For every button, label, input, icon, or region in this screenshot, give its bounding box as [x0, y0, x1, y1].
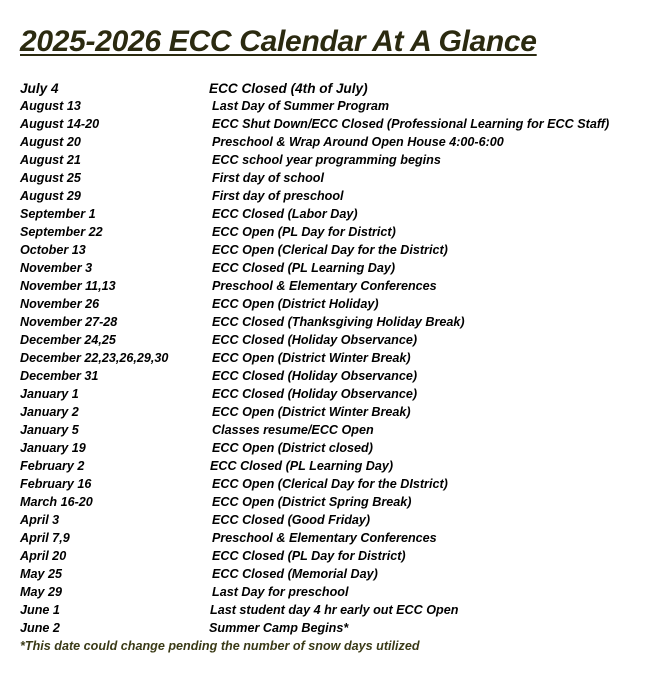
calendar-row: [20, 385, 645, 403]
calendar-row: [20, 349, 645, 367]
event-description: ECC Closed (4th of July): [209, 81, 368, 96]
page-title: 2025-2026 ECC Calendar At A Glance: [20, 25, 537, 58]
calendar-row: [20, 511, 645, 529]
calendar-row: [20, 169, 645, 187]
calendar-row: [20, 277, 645, 295]
calendar-row: [20, 421, 645, 439]
event-date: March 16-20: [20, 495, 93, 509]
event-date: January 1: [20, 387, 79, 401]
event-description: ECC Shut Down/ECC Closed (Professional Learning for ECC Staff): [212, 117, 610, 131]
calendar-row: [20, 331, 645, 349]
event-date: July 4: [20, 81, 59, 96]
event-date: August 29: [20, 189, 81, 203]
calendar-row: [20, 80, 645, 97]
calendar-row: [20, 547, 645, 565]
calendar-row: [20, 565, 645, 583]
event-description: ECC school year programming begins: [212, 153, 441, 167]
event-date: April 3: [20, 513, 60, 527]
event-description: Preschool & Elementary Conferences: [212, 279, 437, 293]
event-date: August 20: [20, 135, 81, 149]
event-description: Last student day 4 hr early out ECC Open: [210, 603, 459, 617]
event-description: ECC Closed (PL Learning Day): [212, 261, 396, 275]
event-description: ECC Open (District Spring Break): [212, 495, 412, 509]
event-date: January 2: [20, 405, 79, 419]
event-date: April 7,9: [20, 531, 70, 545]
event-description: ECC Open (Clerical Day for the DIstrict): [212, 477, 448, 491]
event-date: October 13: [20, 243, 86, 257]
event-description: ECC Closed (Holiday Observance): [212, 333, 418, 347]
event-description: ECC Closed (Thanksgiving Holiday Break): [212, 315, 465, 329]
calendar-row: [20, 313, 645, 331]
event-date: May 29: [20, 585, 63, 599]
event-date: November 26: [20, 297, 100, 311]
event-description: Last Day for preschool: [212, 585, 349, 599]
event-description: ECC Open (District closed): [212, 441, 373, 455]
event-description: First day of school: [212, 171, 324, 185]
event-date: April 20: [20, 549, 67, 563]
calendar-row: [20, 295, 645, 313]
event-description: ECC Closed (PL Day for District): [212, 549, 406, 563]
event-date: January 5: [20, 423, 79, 437]
calendar-row: [20, 97, 645, 115]
calendar-row: [20, 241, 645, 259]
event-date: February 16: [20, 477, 92, 491]
event-description: ECC Closed (Holiday Observance): [212, 387, 418, 401]
event-description: ECC Open (Clerical Day for the District): [212, 243, 448, 257]
event-description: ECC Open (District Holiday): [212, 297, 379, 311]
event-date: November 3: [20, 261, 93, 275]
event-description: Preschool & Wrap Around Open House 4:00-6:00: [212, 135, 504, 149]
event-description: ECC Closed (Good Friday): [212, 513, 371, 527]
event-date: December 24,25: [20, 333, 116, 347]
calendar-row: [20, 367, 645, 385]
calendar-row: [20, 457, 645, 475]
calendar-document: [20, 24, 645, 655]
event-description: Preschool & Elementary Conferences: [212, 531, 437, 545]
event-description: First day of preschool: [212, 189, 344, 203]
event-date: August 14-20: [20, 117, 100, 131]
event-description: Classes resume/ECC Open: [212, 423, 374, 437]
event-description: ECC Open (District Winter Break): [212, 405, 411, 419]
event-date: August 25: [20, 171, 81, 185]
calendar-row: [20, 439, 645, 457]
event-date: February 2: [20, 459, 85, 473]
calendar-row: [20, 493, 645, 511]
calendar-row: [20, 133, 645, 151]
calendar-row: [20, 187, 645, 205]
event-description: ECC Closed (Memorial Day): [212, 567, 378, 581]
calendar-row: [20, 205, 645, 223]
calendar-row: [20, 475, 645, 493]
event-date: November 11,13: [20, 279, 116, 293]
event-description: Last Day of Summer Program: [212, 99, 390, 113]
event-date: December 22,23,26,29,30: [20, 351, 169, 365]
event-date: June 2: [20, 621, 60, 635]
calendar-row: [20, 529, 645, 547]
calendar-row: [20, 115, 645, 133]
event-date: May 25: [20, 567, 63, 581]
calendar-row: [20, 619, 645, 637]
event-description: ECC Closed (Holiday Observance): [212, 369, 418, 383]
calendar-row: [20, 223, 645, 241]
event-date: August 13: [20, 99, 81, 113]
event-date: January 19: [20, 441, 86, 455]
event-date: November 27-28: [20, 315, 118, 329]
calendar-row: [20, 601, 645, 619]
event-description: ECC Closed (Labor Day): [212, 207, 358, 221]
event-date: June 1: [20, 603, 60, 617]
event-description: ECC Closed (PL Learning Day): [210, 459, 394, 473]
calendar-row: [20, 583, 645, 601]
footnote: *This date could change pending the number of snow days utilized: [20, 639, 420, 653]
calendar-row: [20, 151, 645, 169]
event-date: September 22: [20, 225, 103, 239]
event-date: September 1: [20, 207, 96, 221]
calendar-row: [20, 259, 645, 277]
calendar-list: [20, 80, 645, 655]
event-description: ECC Open (District Winter Break): [212, 351, 411, 365]
calendar-row: [20, 403, 645, 421]
event-date: August 21: [20, 153, 81, 167]
event-description: ECC Open (PL Day for District): [212, 225, 396, 239]
event-description: Summer Camp Begins*: [209, 621, 349, 635]
event-date: December 31: [20, 369, 99, 383]
